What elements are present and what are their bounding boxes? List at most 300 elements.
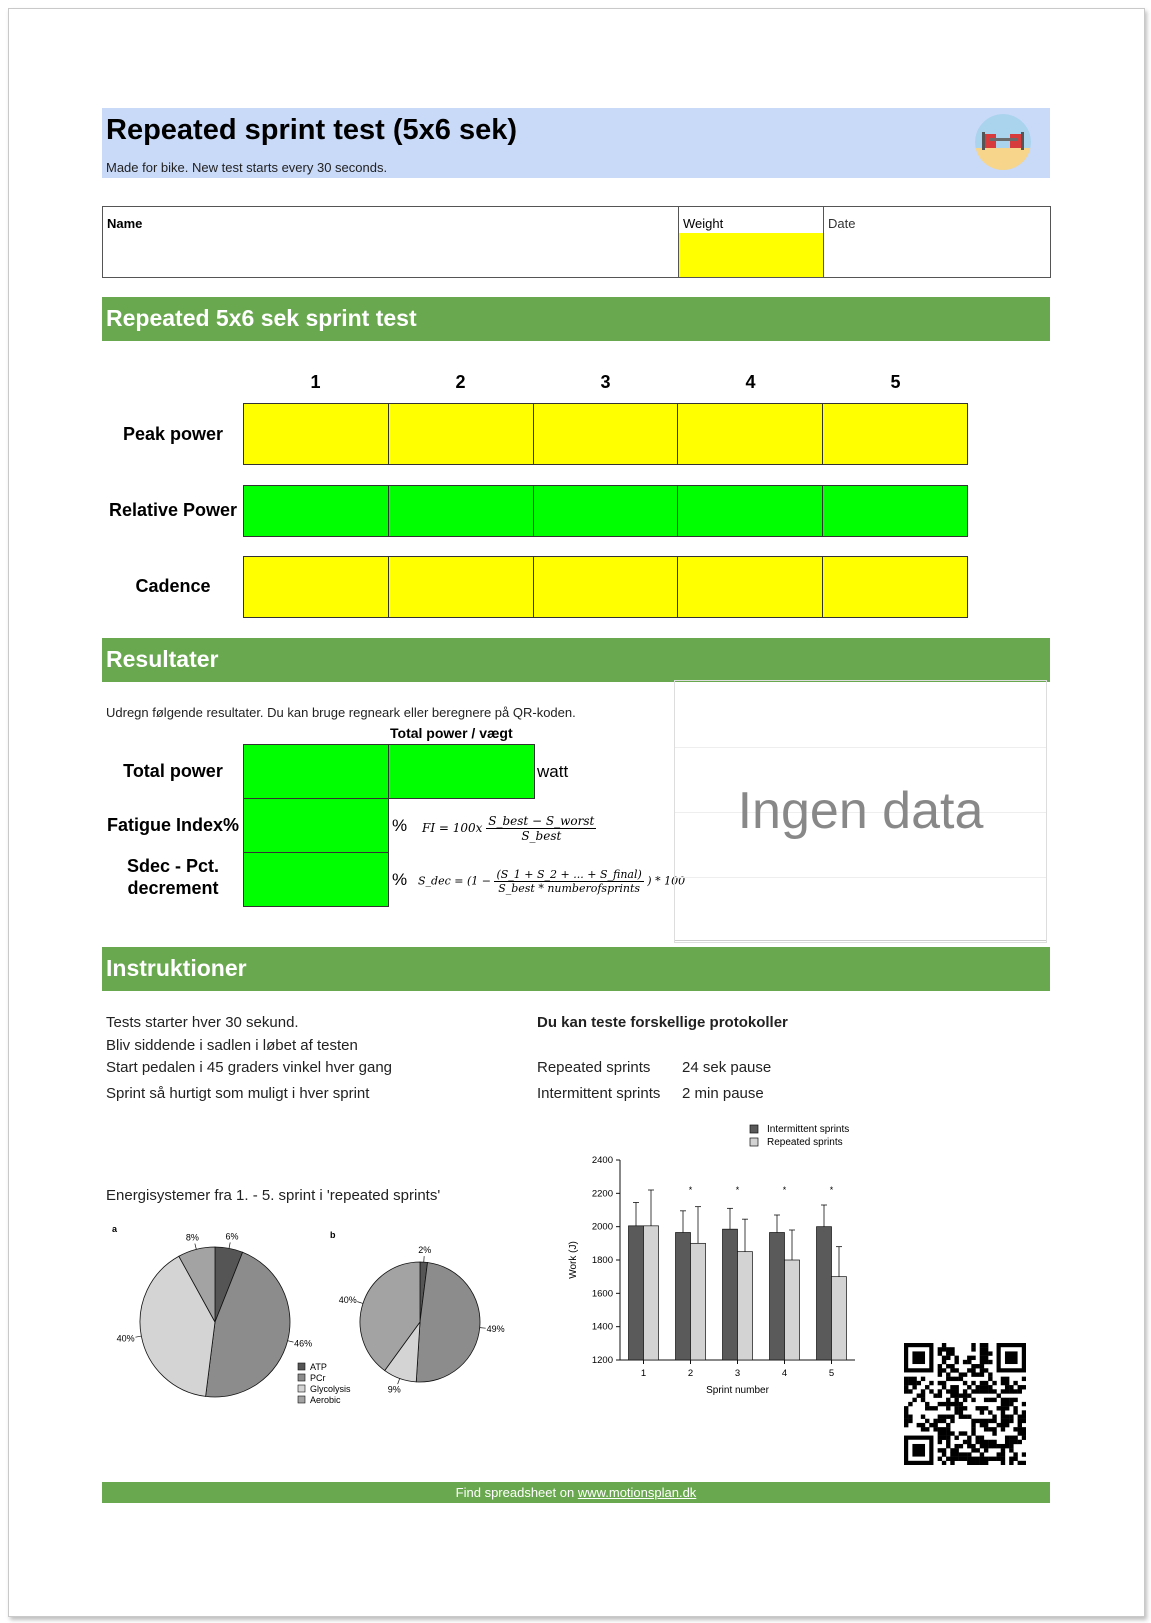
x-axis-label: Sprint number xyxy=(706,1385,769,1396)
qr-module xyxy=(980,1436,984,1440)
protocol-value: 24 sek pause xyxy=(682,1059,772,1076)
bar xyxy=(691,1243,706,1360)
weight-field[interactable] xyxy=(679,207,824,277)
qr-module xyxy=(942,1436,946,1440)
qr-module xyxy=(904,1377,908,1381)
cadence-cell[interactable] xyxy=(823,557,967,617)
weight-input[interactable] xyxy=(679,233,823,277)
qr-module xyxy=(1001,1419,1005,1423)
qr-module xyxy=(1022,1377,1026,1381)
legend-swatch xyxy=(298,1363,305,1370)
qr-module xyxy=(971,1431,975,1435)
qr-module xyxy=(938,1368,942,1372)
qr-module xyxy=(946,1364,950,1368)
qr-module xyxy=(1022,1461,1026,1465)
protocol-name: Repeated sprints xyxy=(537,1059,651,1076)
qr-module xyxy=(984,1398,988,1402)
qr-module xyxy=(946,1423,950,1427)
qr-module xyxy=(997,1452,1001,1456)
qr-module xyxy=(971,1356,975,1360)
relative-power-cell[interactable] xyxy=(823,486,967,536)
bar xyxy=(785,1260,800,1360)
qr-module xyxy=(984,1457,988,1461)
significance-marker: * xyxy=(688,1185,693,1195)
column-header: 5 xyxy=(890,372,901,392)
qr-module xyxy=(946,1402,950,1406)
qr-module xyxy=(997,1393,1001,1397)
qr-module xyxy=(1022,1385,1026,1389)
qr-module xyxy=(1018,1389,1022,1393)
qr-module xyxy=(1005,1389,1009,1393)
qr-module xyxy=(984,1356,988,1360)
qr-module xyxy=(917,1381,921,1385)
column-header: 4 xyxy=(745,372,756,392)
qr-module xyxy=(933,1406,937,1410)
legend-swatch xyxy=(298,1396,305,1403)
qr-module xyxy=(1022,1436,1026,1440)
qr-module xyxy=(1013,1410,1017,1414)
qr-module xyxy=(950,1461,954,1465)
qr-module xyxy=(1001,1410,1005,1414)
qr-module xyxy=(950,1368,954,1372)
qr-module xyxy=(963,1406,967,1410)
name-label: Name xyxy=(107,216,143,231)
peak-power-cell[interactable] xyxy=(823,404,967,464)
qr-module xyxy=(984,1461,988,1465)
qr-module xyxy=(1001,1377,1005,1381)
qr-module xyxy=(1005,1377,1009,1381)
peak-power-cell[interactable] xyxy=(534,404,679,464)
qr-module xyxy=(984,1368,988,1372)
qr-module xyxy=(938,1364,942,1368)
qr-module xyxy=(938,1389,942,1393)
qr-module xyxy=(967,1393,971,1397)
qr-module xyxy=(967,1461,971,1465)
results-chart-placeholder xyxy=(674,680,1047,943)
sdec-percent-unit: % xyxy=(392,870,408,889)
qr-module xyxy=(976,1436,980,1440)
legend-label: PCr xyxy=(310,1373,326,1383)
pie-value-label: 49% xyxy=(486,1323,505,1334)
qr-module xyxy=(988,1351,992,1355)
pie-value-label: 46% xyxy=(294,1338,313,1349)
qr-module xyxy=(1001,1415,1005,1419)
qr-module xyxy=(963,1360,967,1364)
qr-module xyxy=(967,1385,971,1389)
protocol-value: 2 min pause xyxy=(682,1085,764,1102)
qr-module xyxy=(946,1406,950,1410)
qr-module xyxy=(1001,1398,1005,1402)
qr-module xyxy=(938,1448,942,1452)
total-power-label: Total power xyxy=(123,761,223,781)
qr-module xyxy=(1022,1402,1026,1406)
qr-module xyxy=(1009,1402,1013,1406)
qr-module xyxy=(992,1419,996,1423)
qr-module xyxy=(967,1440,971,1444)
qr-module xyxy=(971,1427,975,1431)
qr-module xyxy=(954,1448,958,1452)
qr-module xyxy=(938,1372,942,1376)
qr-module xyxy=(946,1415,950,1419)
page-title: Repeated sprint test (5x6 sek) xyxy=(106,114,517,146)
cadence-cell[interactable] xyxy=(244,557,389,617)
qr-module xyxy=(917,1393,921,1397)
legend-swatch xyxy=(750,1138,758,1146)
qr-module xyxy=(942,1452,946,1456)
y-tick-label: 1800 xyxy=(591,1255,613,1266)
qr-module xyxy=(938,1427,942,1431)
qr-module xyxy=(971,1461,975,1465)
qr-module xyxy=(1022,1431,1026,1435)
qr-module xyxy=(1001,1448,1005,1452)
qr-module xyxy=(1001,1444,1005,1448)
significance-marker: * xyxy=(782,1185,787,1195)
qr-module xyxy=(942,1381,946,1385)
qr-module xyxy=(1001,1389,1005,1393)
qr-module xyxy=(992,1389,996,1393)
qr-module xyxy=(925,1427,929,1431)
qr-module xyxy=(950,1351,954,1355)
qr-module xyxy=(980,1423,984,1427)
qr-module xyxy=(946,1436,950,1440)
qr-module xyxy=(904,1419,908,1423)
qr-module xyxy=(904,1381,908,1385)
qr-module xyxy=(954,1398,958,1402)
qr-module xyxy=(992,1381,996,1385)
row-label-peak-power: Peak power xyxy=(122,424,224,444)
qr-module xyxy=(988,1372,992,1376)
pie-label-leader xyxy=(288,1341,294,1342)
bar xyxy=(832,1277,847,1360)
qr-module xyxy=(963,1452,967,1456)
qr-module xyxy=(946,1444,950,1448)
qr-module xyxy=(976,1372,980,1376)
qr-module xyxy=(950,1393,954,1397)
qr-module xyxy=(954,1410,958,1414)
qr-module xyxy=(971,1347,975,1351)
relative-power-cell[interactable] xyxy=(389,486,534,536)
qr-module xyxy=(950,1457,954,1461)
cadence-cell[interactable] xyxy=(678,557,823,617)
qr-module xyxy=(950,1377,954,1381)
qr-module xyxy=(946,1351,950,1355)
qr-module xyxy=(1018,1431,1022,1435)
qr-module xyxy=(908,1381,912,1385)
qr-module xyxy=(984,1444,988,1448)
qr-module xyxy=(976,1457,980,1461)
page-subtitle: Made for bike. New test starts every 30 seconds. xyxy=(106,160,388,175)
qr-module xyxy=(917,1423,921,1427)
qr-module xyxy=(971,1398,975,1402)
qr-module xyxy=(938,1415,942,1419)
qr-module xyxy=(959,1452,963,1456)
qr-module xyxy=(938,1457,942,1461)
qr-module xyxy=(984,1381,988,1385)
pie-value-label: 40% xyxy=(116,1333,135,1344)
qr-module xyxy=(946,1398,950,1402)
qr-module xyxy=(980,1347,984,1351)
bar xyxy=(738,1252,753,1360)
qr-module xyxy=(980,1351,984,1355)
column-header: 1 xyxy=(310,372,321,392)
qr-module xyxy=(967,1436,971,1440)
qr-module xyxy=(933,1423,937,1427)
qr-module xyxy=(912,1385,916,1389)
relative-power-cell[interactable] xyxy=(678,486,823,536)
legend-label: Repeated sprints xyxy=(767,1137,843,1148)
qr-module xyxy=(988,1385,992,1389)
qr-module xyxy=(976,1364,980,1368)
qr-module xyxy=(1001,1461,1005,1465)
fatigue-index-label: Fatigue Index% xyxy=(106,815,240,835)
pie-panel-label: b xyxy=(330,1230,336,1240)
work-bar-chart xyxy=(560,1120,870,1400)
qr-module xyxy=(912,1381,916,1385)
qr-module xyxy=(1001,1457,1005,1461)
qr-module xyxy=(980,1440,984,1444)
qr-module xyxy=(946,1431,950,1435)
qr-module xyxy=(980,1389,984,1393)
qr-module xyxy=(921,1377,925,1381)
qr-module xyxy=(1018,1415,1022,1419)
bar xyxy=(723,1229,738,1360)
qr-module xyxy=(942,1419,946,1423)
qr-module xyxy=(954,1457,958,1461)
y-tick-label: 2000 xyxy=(591,1221,613,1233)
qr-finder-core xyxy=(912,1444,925,1457)
qr-module xyxy=(954,1393,958,1397)
qr-module xyxy=(967,1452,971,1456)
qr-module xyxy=(954,1436,958,1440)
qr-module xyxy=(912,1377,916,1381)
qr-module xyxy=(1009,1440,1013,1444)
qr-module xyxy=(959,1444,963,1448)
qr-module xyxy=(1013,1389,1017,1393)
qr-module xyxy=(992,1415,996,1419)
qr-module xyxy=(1009,1389,1013,1393)
qr-module xyxy=(950,1448,954,1452)
relative-power-cell[interactable] xyxy=(244,486,389,536)
bar xyxy=(676,1233,691,1361)
qr-module xyxy=(976,1448,980,1452)
qr-module xyxy=(959,1393,963,1397)
qr-module xyxy=(988,1444,992,1448)
qr-module xyxy=(933,1427,937,1431)
row-label-relative-power: Relative Power xyxy=(108,500,238,520)
qr-module xyxy=(1018,1423,1022,1427)
pie-panel-label: a xyxy=(112,1224,118,1234)
qr-module xyxy=(938,1381,942,1385)
qr-module xyxy=(980,1444,984,1448)
qr-module xyxy=(921,1398,925,1402)
fatigue-index-formula: FI = 100x $\frac{\text{S\_best − S\_worst}}{\text{S\_best}}$ xyxy=(422,814,595,843)
footer-link[interactable]: www.motionsplan.dk xyxy=(577,1485,697,1500)
qr-module xyxy=(1013,1436,1017,1440)
qr-module xyxy=(1013,1457,1017,1461)
total-power-per-weight-header: Total power / vægt xyxy=(390,725,513,741)
qr-module xyxy=(984,1406,988,1410)
qr-module xyxy=(942,1461,946,1465)
relative-power-cell[interactable] xyxy=(534,486,679,536)
qr-module xyxy=(963,1389,967,1393)
qr-module xyxy=(942,1343,946,1347)
power-per-weight-cell[interactable] xyxy=(388,744,535,799)
qr-module xyxy=(963,1381,967,1385)
total-power-cell[interactable] xyxy=(243,744,389,799)
qr-module xyxy=(963,1440,967,1444)
qr-module xyxy=(929,1423,933,1427)
qr-module xyxy=(959,1372,963,1376)
qr-module xyxy=(984,1448,988,1452)
qr-module xyxy=(988,1457,992,1461)
qr-module xyxy=(984,1419,988,1423)
protocols-title: Du kan teste forskellige protokoller xyxy=(537,1014,788,1031)
qr-module xyxy=(1005,1444,1009,1448)
qr-module xyxy=(967,1356,971,1360)
qr-module xyxy=(1009,1444,1013,1448)
qr-module xyxy=(963,1457,967,1461)
qr-module xyxy=(1013,1440,1017,1444)
qr-code-icon[interactable] xyxy=(904,1343,1026,1465)
qr-module xyxy=(950,1389,954,1393)
qr-module xyxy=(997,1406,1001,1410)
weight-label: Weight xyxy=(683,216,724,231)
legend-label: Aerobic xyxy=(310,1395,341,1405)
qr-module xyxy=(938,1393,942,1397)
qr-module xyxy=(925,1419,929,1423)
results-section-header: Resultater xyxy=(102,638,1050,682)
legend-swatch xyxy=(298,1374,305,1381)
qr-module xyxy=(971,1372,975,1376)
qr-module xyxy=(967,1368,971,1372)
qr-module xyxy=(946,1372,950,1376)
qr-module xyxy=(1022,1419,1026,1423)
qr-module xyxy=(980,1372,984,1376)
y-tick-label: 1600 xyxy=(591,1288,613,1300)
qr-module xyxy=(1018,1385,1022,1389)
qr-module xyxy=(1013,1406,1017,1410)
qr-module xyxy=(933,1393,937,1397)
qr-module xyxy=(942,1431,946,1435)
qr-module xyxy=(984,1360,988,1364)
qr-module xyxy=(959,1402,963,1406)
instruction-line: Bliv siddende i sadlen i løbet af testen xyxy=(106,1037,358,1054)
qr-module xyxy=(938,1402,942,1406)
qr-module xyxy=(904,1389,908,1393)
qr-module xyxy=(984,1343,988,1347)
qr-module xyxy=(976,1461,980,1465)
name-field[interactable] xyxy=(103,207,679,277)
qr-module xyxy=(1001,1423,1005,1427)
legend-swatch xyxy=(298,1385,305,1392)
qr-module xyxy=(921,1423,925,1427)
qr-module xyxy=(1005,1415,1009,1419)
qr-module xyxy=(988,1389,992,1393)
qr-module xyxy=(992,1427,996,1431)
cadence-cell[interactable] xyxy=(534,557,679,617)
bar xyxy=(629,1226,644,1360)
qr-module xyxy=(950,1385,954,1389)
qr-module xyxy=(1009,1436,1013,1440)
qr-module xyxy=(967,1360,971,1364)
qr-module xyxy=(942,1347,946,1351)
qr-module xyxy=(1005,1398,1009,1402)
x-tick-label: 3 xyxy=(734,1368,741,1379)
qr-module xyxy=(1005,1419,1009,1423)
qr-module xyxy=(946,1389,950,1393)
qr-module xyxy=(963,1372,967,1376)
peak-power-cell[interactable] xyxy=(244,404,389,464)
footer-bar xyxy=(102,1482,1050,1503)
instructions-section-header: Instruktioner xyxy=(102,947,1050,991)
results-note: Udregn følgende resultater. Du kan bruge regneark eller beregnere på QR-koden. xyxy=(106,705,576,720)
qr-module xyxy=(950,1402,954,1406)
qr-module xyxy=(921,1427,925,1431)
qr-module xyxy=(980,1385,984,1389)
pie-value-label: 6% xyxy=(225,1231,239,1242)
qr-module xyxy=(950,1415,954,1419)
pie-label-leader xyxy=(357,1302,363,1304)
column-header: 3 xyxy=(600,372,611,392)
peak-power-cell[interactable] xyxy=(678,404,823,464)
qr-module xyxy=(1005,1381,1009,1385)
pie-value-label: 40% xyxy=(338,1294,357,1305)
qr-module xyxy=(946,1356,950,1360)
bar xyxy=(817,1227,832,1360)
qr-module xyxy=(984,1427,988,1431)
qr-module xyxy=(933,1419,937,1423)
peak-power-cell[interactable] xyxy=(389,404,534,464)
qr-module xyxy=(1013,1381,1017,1385)
peak-power-row xyxy=(243,403,968,465)
qr-module xyxy=(963,1431,967,1435)
sdec-cell[interactable] xyxy=(243,852,389,907)
qr-module xyxy=(925,1402,929,1406)
qr-module xyxy=(992,1457,996,1461)
qr-module xyxy=(971,1389,975,1393)
qr-module xyxy=(921,1389,925,1393)
pie-value-label: 8% xyxy=(185,1232,199,1243)
y-axis-label: Work (J) xyxy=(568,1241,579,1279)
sdec-formula: S_dec = (1 − $\frac{\text{(S\_1 + S\_2 + ... + S\_final)}}{\text{S\_best * numberofsprints}}$ ) * 100 xyxy=(418,868,686,895)
fatigue-index-cell[interactable] xyxy=(243,798,389,853)
qr-module xyxy=(976,1440,980,1444)
qr-module xyxy=(984,1423,988,1427)
cadence-cell[interactable] xyxy=(389,557,534,617)
pie-label-leader xyxy=(229,1242,230,1248)
qr-module xyxy=(1001,1427,1005,1431)
qr-module xyxy=(921,1393,925,1397)
qr-module xyxy=(976,1406,980,1410)
qr-module xyxy=(950,1364,954,1368)
pie-label-leader xyxy=(195,1244,196,1250)
qr-module xyxy=(950,1347,954,1351)
qr-module xyxy=(992,1398,996,1402)
qr-module xyxy=(954,1360,958,1364)
date-field[interactable] xyxy=(824,207,1050,277)
qr-module xyxy=(954,1356,958,1360)
qr-module xyxy=(904,1415,908,1419)
qr-module xyxy=(971,1381,975,1385)
qr-module xyxy=(1022,1427,1026,1431)
qr-module xyxy=(984,1389,988,1393)
qr-module xyxy=(980,1406,984,1410)
qr-module xyxy=(980,1419,984,1423)
qr-module xyxy=(1005,1402,1009,1406)
energy-pie-charts xyxy=(102,1222,522,1427)
qr-module xyxy=(1022,1410,1026,1414)
legend-label: Intermittent sprints xyxy=(767,1124,850,1135)
